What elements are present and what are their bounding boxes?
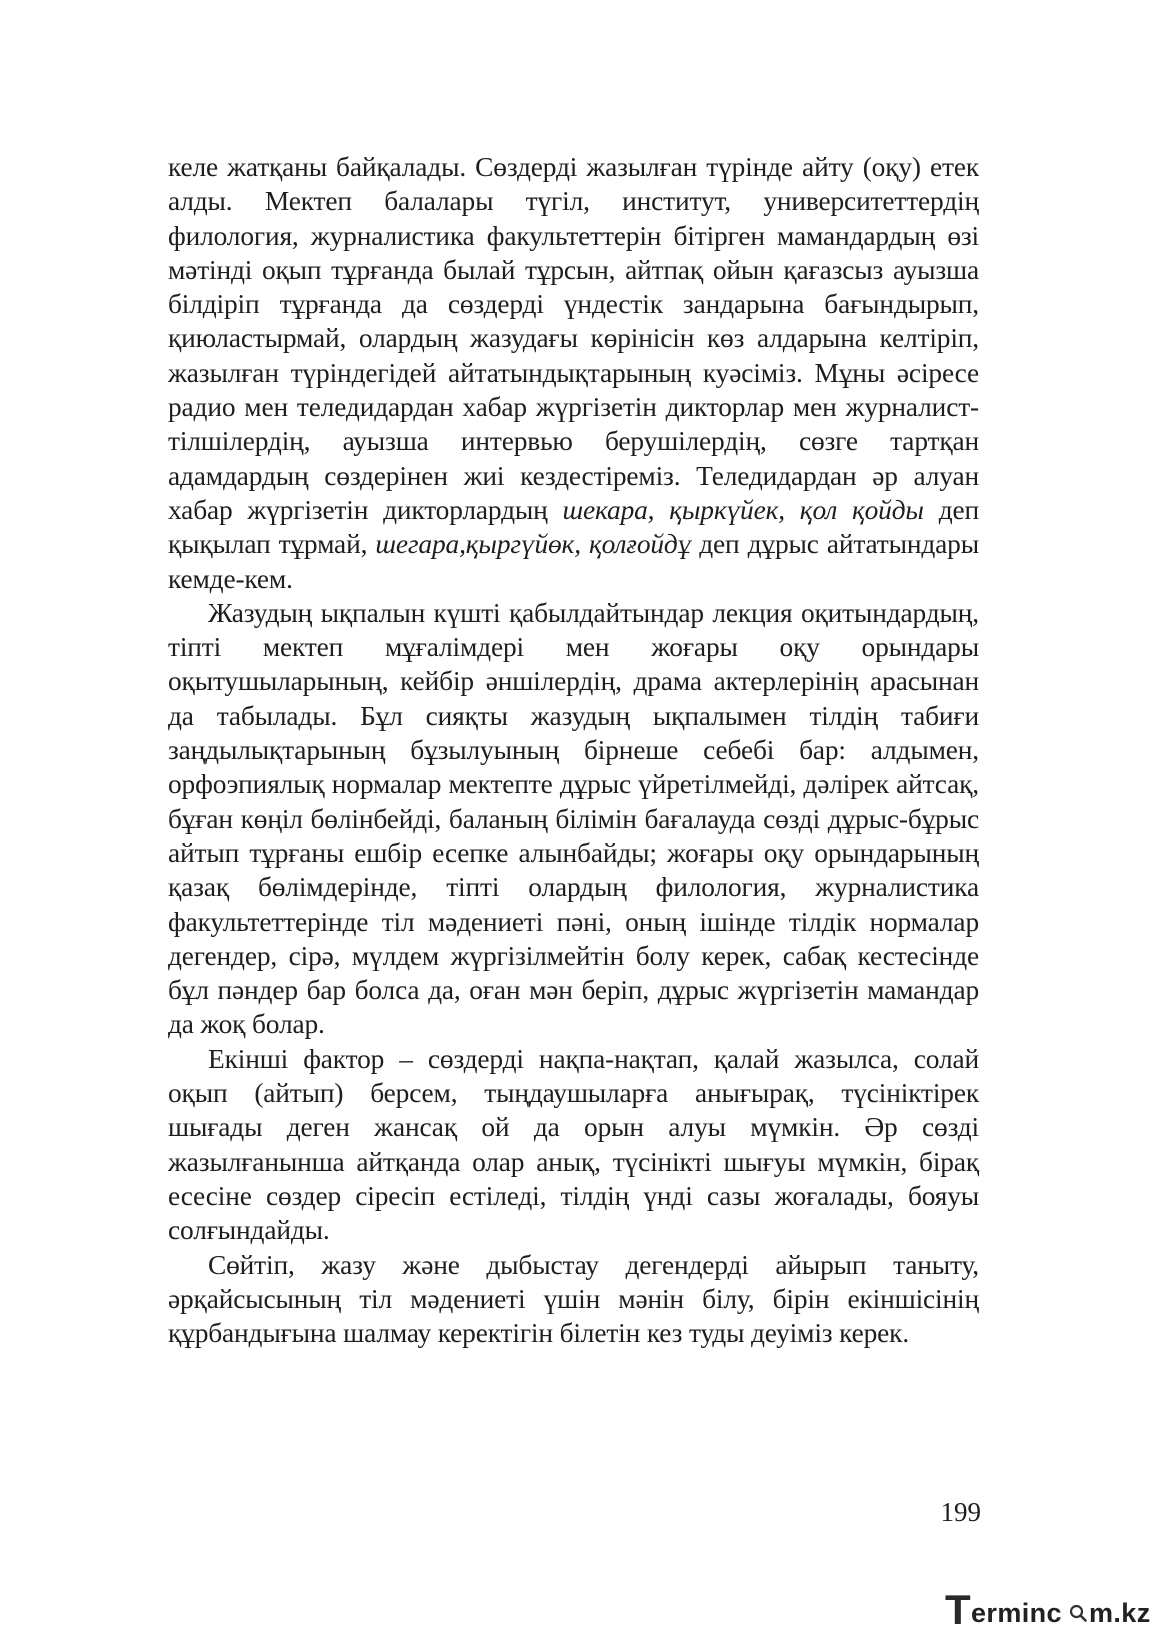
paragraph-3-text: Екінші фактор – сөздерді нақпа-нақтап, қалай жазылса, солай оқып (айтып) берсем, тыңдаушыларға анығырақ, түсініктірек шығады деген жансақ ой да орын алуы мүмкін. Әр сөзді жазылғанынша айтқанда олар анық, түсінікті шығуы мүмкін, бірақ есесіне сөздер сіресіп естіледі, тілдің үнді сазы жоғалады, бояуы солғындайды.	[168, 1043, 979, 1246]
paragraph-1-text-2: деп қықылап тұрмай,	[168, 494, 979, 560]
page-number: 199	[940, 1497, 981, 1527]
paragraph-2-text: Жазудың ықпалын күшті қабылдайтындар лекция оқитындардың, тіпті мектеп мұғалімдері мен жоғары оқу орындары оқытушыларының, кейбір әншілердің, драма актерлерінің арасынан да табылады. Бұл сияқты жазудың ықпалымен тілдің табиғи заңдылықтарының бұзылуының бірнеше себебі бар: алдымен, орфоэпиялық нормалар мектепте дұрыс үйретілмейді, дәлірек айтсақ, бұған көңіл бөлінбейді, баланың білімін бағалауда сөзді дұрыс-бұрыс айтып тұрғаны ешбір есепке алынбайды; жоғары оқу орындарының қазақ бөлімдерінде, тіпті олардың филология, журналистика факультеттерінде тіл мәдениеті пәні, оның ішінде тілдік нормалар дегендер, сірә, мүлдем жүргізілмейтін болу керек, сабақ кестесінде бұл пәндер бар болса да, оған мән беріп, дұрыс жүргізетін мамандар да жоқ болар.	[168, 597, 979, 1040]
paragraph-4-text: Сөйтіп, жазу және дыбыстау дегендерді айырып таныту, әрқайсысының тіл мәдениеті үшін мәнін білу, бірін екіншісінің құрбандығына шалмау керектігін білетін кез туды деуіміз керек.	[168, 1249, 979, 1349]
paragraph-4	[168, 1248, 979, 1351]
magnifier-icon	[1069, 1604, 1087, 1622]
paragraph-1-italic-2: шегара,қыргүйөк, қолғойдұ	[375, 529, 692, 560]
paragraph-3	[168, 1042, 979, 1248]
paragraph-1-text-3: деп дұрыс айтатындары кемде-кем.	[168, 529, 979, 594]
paragraph-1-text-1: келе жатқаны байқалады. Сөздерді жазылған түрінде айту (оқу) етек алды. Мектеп балалары түгіл, институт, университеттердің филология, журналистика факультеттерін бітірген мамандардың өзі мәтінді оқып тұрғанда былай тұрсын, айтпақ ойын қағазсыз ауызша білдіріп тұрғанда да сөздерді үндестік зандарына бағындырып, қиюластырмай, олардың жазудағы көрінісін көз алдарына келтіріп, жазылған түріндегідей айтатындықтарының куәсіміз. Мұны әсіресе радио мен теледидардан хабар жүргізетін дикторлар мен журналист- тілшілердің, ауызша интервью берушілердің, сөзге тартқан адамдардың сөздерінен жиі кездестіреміз. Теледидардан әр алуан хабар жүргізетін дикторлардың	[168, 152, 979, 525]
watermark-text-end: m.kz	[1089, 1598, 1151, 1628]
watermark-letter-t: T	[945, 1586, 971, 1633]
paragraph-2	[168, 596, 979, 1042]
watermark-text-start: erminc	[971, 1598, 1062, 1628]
page-body	[168, 150, 979, 1350]
paragraph-1	[168, 150, 979, 596]
paragraph-1-italic-1: шекара, қыркүйек, қол қойды	[562, 494, 924, 525]
termincom-watermark	[945, 1586, 1151, 1633]
